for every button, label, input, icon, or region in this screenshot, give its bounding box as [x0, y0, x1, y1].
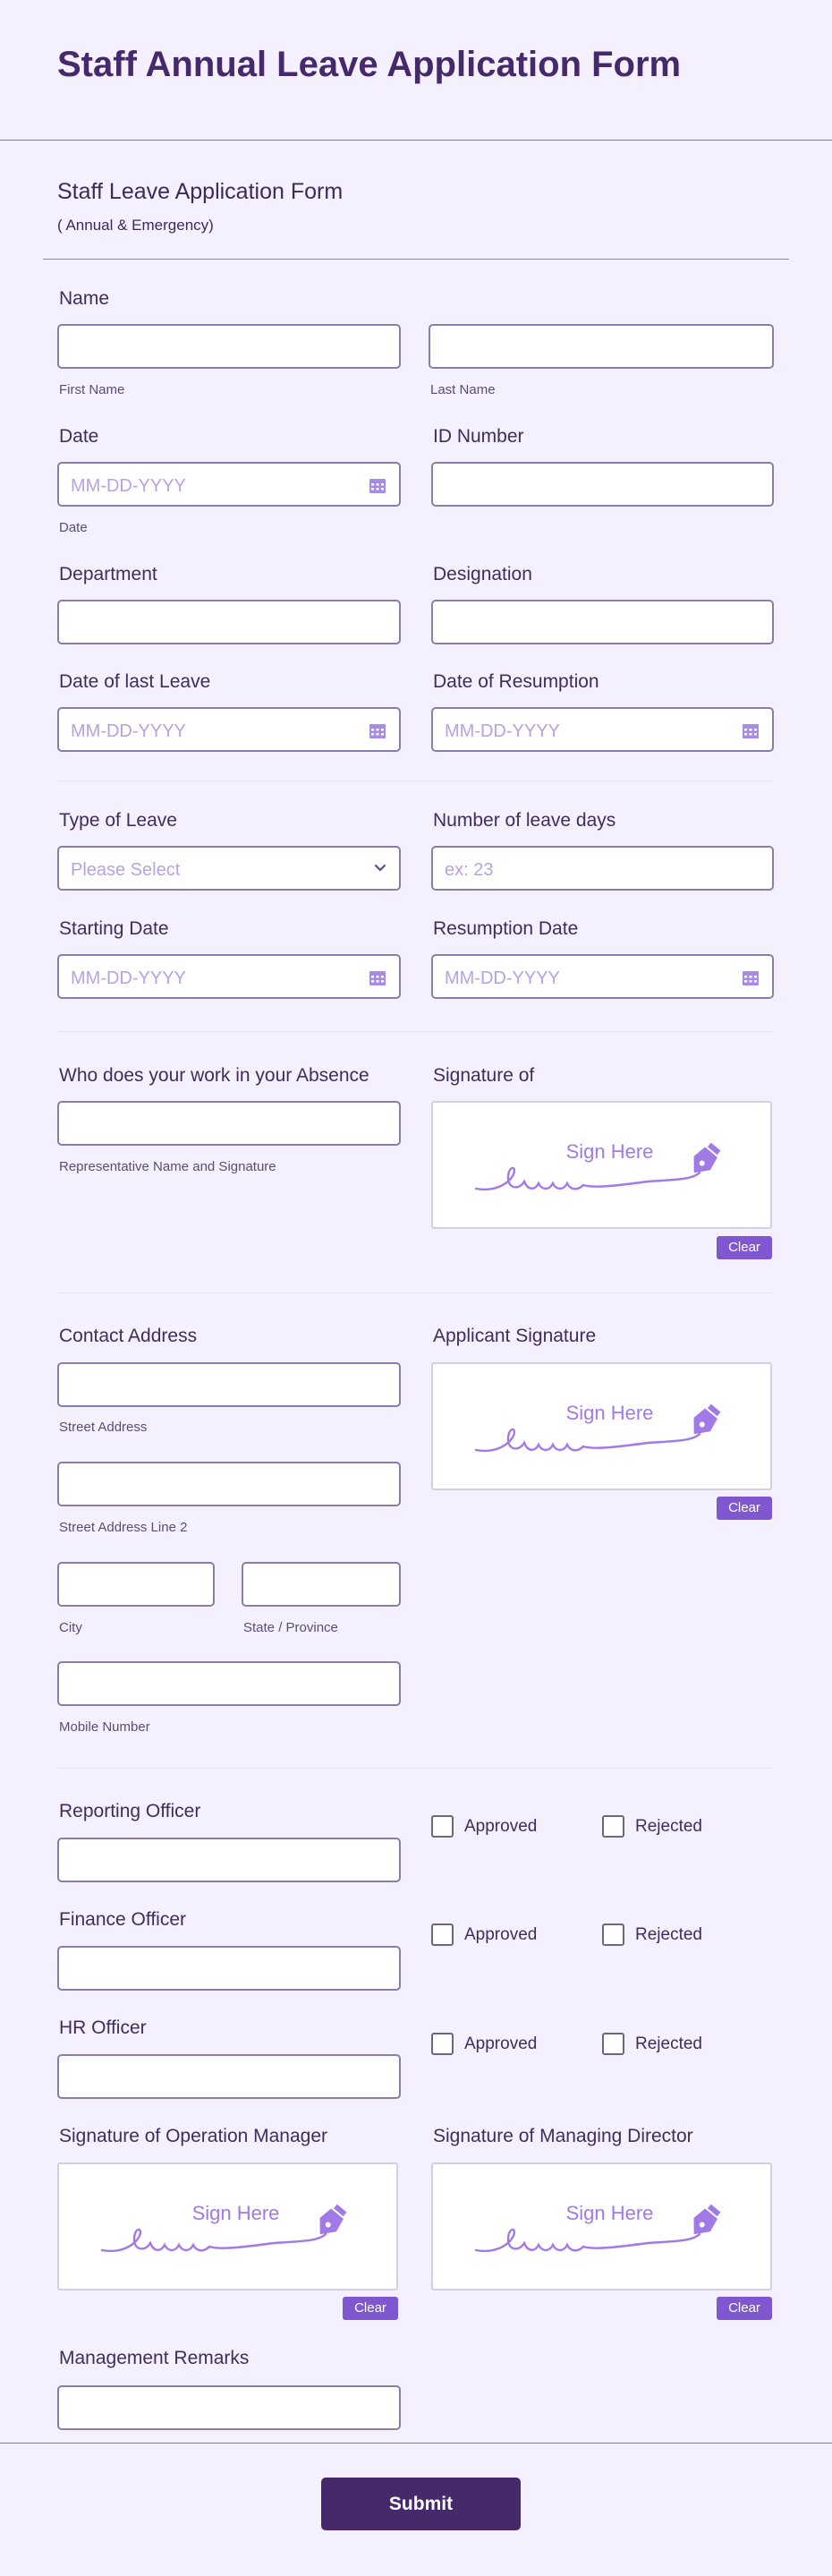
page-title: Staff Annual Leave Application Form [57, 45, 682, 84]
reporting-rejected-label: Rejected [635, 1817, 702, 1836]
signature-pad[interactable] [431, 1101, 772, 1229]
resumption-date-input[interactable] [431, 954, 774, 999]
reporting-officer-input[interactable] [57, 1838, 401, 1882]
last-leave-placeholder: MM-DD-YYYY [71, 721, 186, 741]
sign-here-text: Sign Here [565, 1140, 654, 1163]
operation-manager-signature-label: Signature of Operation Manager [59, 2126, 328, 2146]
reporting-officer-label: Reporting Officer [59, 1801, 201, 1821]
divider [57, 1292, 773, 1293]
finance-rejected-label: Rejected [635, 1925, 702, 1944]
street-address-input[interactable] [57, 1362, 401, 1407]
hr-officer-input[interactable] [57, 2054, 401, 2099]
number-of-days-input[interactable] [431, 846, 774, 891]
signature-pen-icon [95, 2196, 363, 2268]
managing-director-signature-label: Signature of Managing Director [433, 2126, 693, 2146]
calendar-icon[interactable] [369, 722, 386, 739]
mobile-number-input[interactable] [57, 1661, 401, 1706]
date-resumption-label: Date of Resumption [433, 671, 599, 692]
calendar-icon[interactable] [742, 969, 760, 986]
calendar-icon[interactable] [369, 477, 386, 494]
type-of-leave-select[interactable] [57, 846, 401, 891]
calendar-icon[interactable] [742, 722, 760, 739]
resumption-date-label: Resumption Date [433, 918, 579, 939]
section-subtitle: ( Annual & Emergency) [57, 217, 214, 234]
designation-label: Designation [433, 564, 532, 584]
finance-approved-label: Approved [464, 1925, 538, 1944]
submit-button[interactable]: Submit [321, 2478, 521, 2530]
reporting-approved-label: Approved [464, 1817, 538, 1836]
section-divider [43, 259, 789, 260]
calendar-icon[interactable] [369, 969, 386, 986]
date-label: Date [59, 426, 99, 447]
finance-approved-checkbox[interactable] [431, 1923, 454, 1946]
street-address-sublabel: Street Address [59, 1420, 148, 1435]
type-of-leave-placeholder: Please Select [71, 860, 181, 880]
starting-date-input[interactable] [57, 954, 401, 999]
divider [57, 780, 773, 781]
applicant-signature-label: Applicant Signature [433, 1326, 597, 1346]
clear-signature-button[interactable]: Clear [717, 1497, 772, 1520]
hr-officer-label: HR Officer [59, 2017, 147, 2038]
id-number-input[interactable] [431, 462, 774, 507]
type-of-leave-label: Type of Leave [59, 810, 177, 831]
management-remarks-label: Management Remarks [59, 2348, 250, 2368]
first-name-input[interactable] [57, 324, 401, 369]
clear-signature-button[interactable]: Clear [717, 1236, 772, 1259]
date-resumption-placeholder: MM-DD-YYYY [445, 721, 560, 741]
name-label: Name [59, 288, 110, 309]
city-sublabel: City [59, 1620, 82, 1635]
absence-sublabel: Representative Name and Signature [59, 1159, 276, 1174]
header-divider [0, 140, 832, 141]
street-address-line2-input[interactable] [57, 1462, 401, 1506]
starting-date-label: Starting Date [59, 918, 169, 939]
id-number-label: ID Number [433, 426, 524, 447]
last-name-input[interactable] [429, 324, 774, 369]
absence-representative-input[interactable] [57, 1101, 401, 1146]
department-input[interactable] [57, 600, 401, 644]
divider [57, 1031, 773, 1032]
resumption-date-placeholder: MM-DD-YYYY [445, 968, 560, 988]
signature-pen-icon [469, 1135, 737, 1207]
state-input[interactable] [242, 1562, 401, 1607]
management-remarks-input[interactable] [57, 2385, 401, 2430]
applicant-signature-pad[interactable] [431, 1362, 772, 1490]
chevron-down-icon [374, 864, 386, 873]
hr-approved-label: Approved [464, 2034, 538, 2053]
state-sublabel: State / Province [243, 1620, 338, 1635]
last-name-sublabel: Last Name [430, 382, 496, 397]
number-of-days-label: Number of leave days [433, 810, 616, 831]
managing-director-signature-pad[interactable] [431, 2162, 772, 2290]
section-title: Staff Leave Application Form [57, 179, 344, 204]
signature-pen-icon [469, 1396, 737, 1468]
starting-date-placeholder: MM-DD-YYYY [71, 968, 186, 988]
footer-divider [0, 2443, 832, 2444]
designation-input[interactable] [431, 600, 774, 644]
last-leave-input[interactable] [57, 707, 401, 752]
finance-rejected-checkbox[interactable] [602, 1923, 624, 1946]
last-leave-label: Date of last Leave [59, 671, 211, 692]
divider [57, 1768, 773, 1769]
finance-officer-input[interactable] [57, 1946, 401, 1991]
date-placeholder: MM-DD-YYYY [71, 476, 186, 496]
reporting-approved-checkbox[interactable] [431, 1815, 454, 1838]
street-address-line2-sublabel: Street Address Line 2 [59, 1520, 188, 1535]
clear-signature-button[interactable]: Clear [343, 2297, 398, 2320]
absence-label: Who does your work in your Absence [59, 1065, 369, 1086]
hr-rejected-checkbox[interactable] [602, 2033, 624, 2055]
number-of-days-placeholder: ex: 23 [445, 860, 494, 880]
date-resumption-input[interactable] [431, 707, 774, 752]
mobile-number-sublabel: Mobile Number [59, 1719, 150, 1735]
signature-of-label: Signature of [433, 1065, 535, 1086]
sign-here-text: Sign Here [565, 2202, 654, 2224]
date-input[interactable] [57, 462, 401, 507]
operation-manager-signature-pad[interactable] [57, 2162, 398, 2290]
department-label: Department [59, 564, 157, 584]
finance-officer-label: Finance Officer [59, 1909, 187, 1930]
reporting-rejected-checkbox[interactable] [602, 1815, 624, 1838]
sign-here-text: Sign Here [565, 1402, 654, 1424]
date-sublabel: Date [59, 520, 88, 535]
first-name-sublabel: First Name [59, 382, 125, 397]
sign-here-text: Sign Here [191, 2202, 280, 2224]
hr-approved-checkbox[interactable] [431, 2033, 454, 2055]
clear-signature-button[interactable]: Clear [717, 2297, 772, 2320]
contact-address-label: Contact Address [59, 1326, 198, 1346]
signature-pen-icon [469, 2196, 737, 2268]
hr-rejected-label: Rejected [635, 2034, 702, 2053]
city-input[interactable] [57, 1562, 215, 1607]
